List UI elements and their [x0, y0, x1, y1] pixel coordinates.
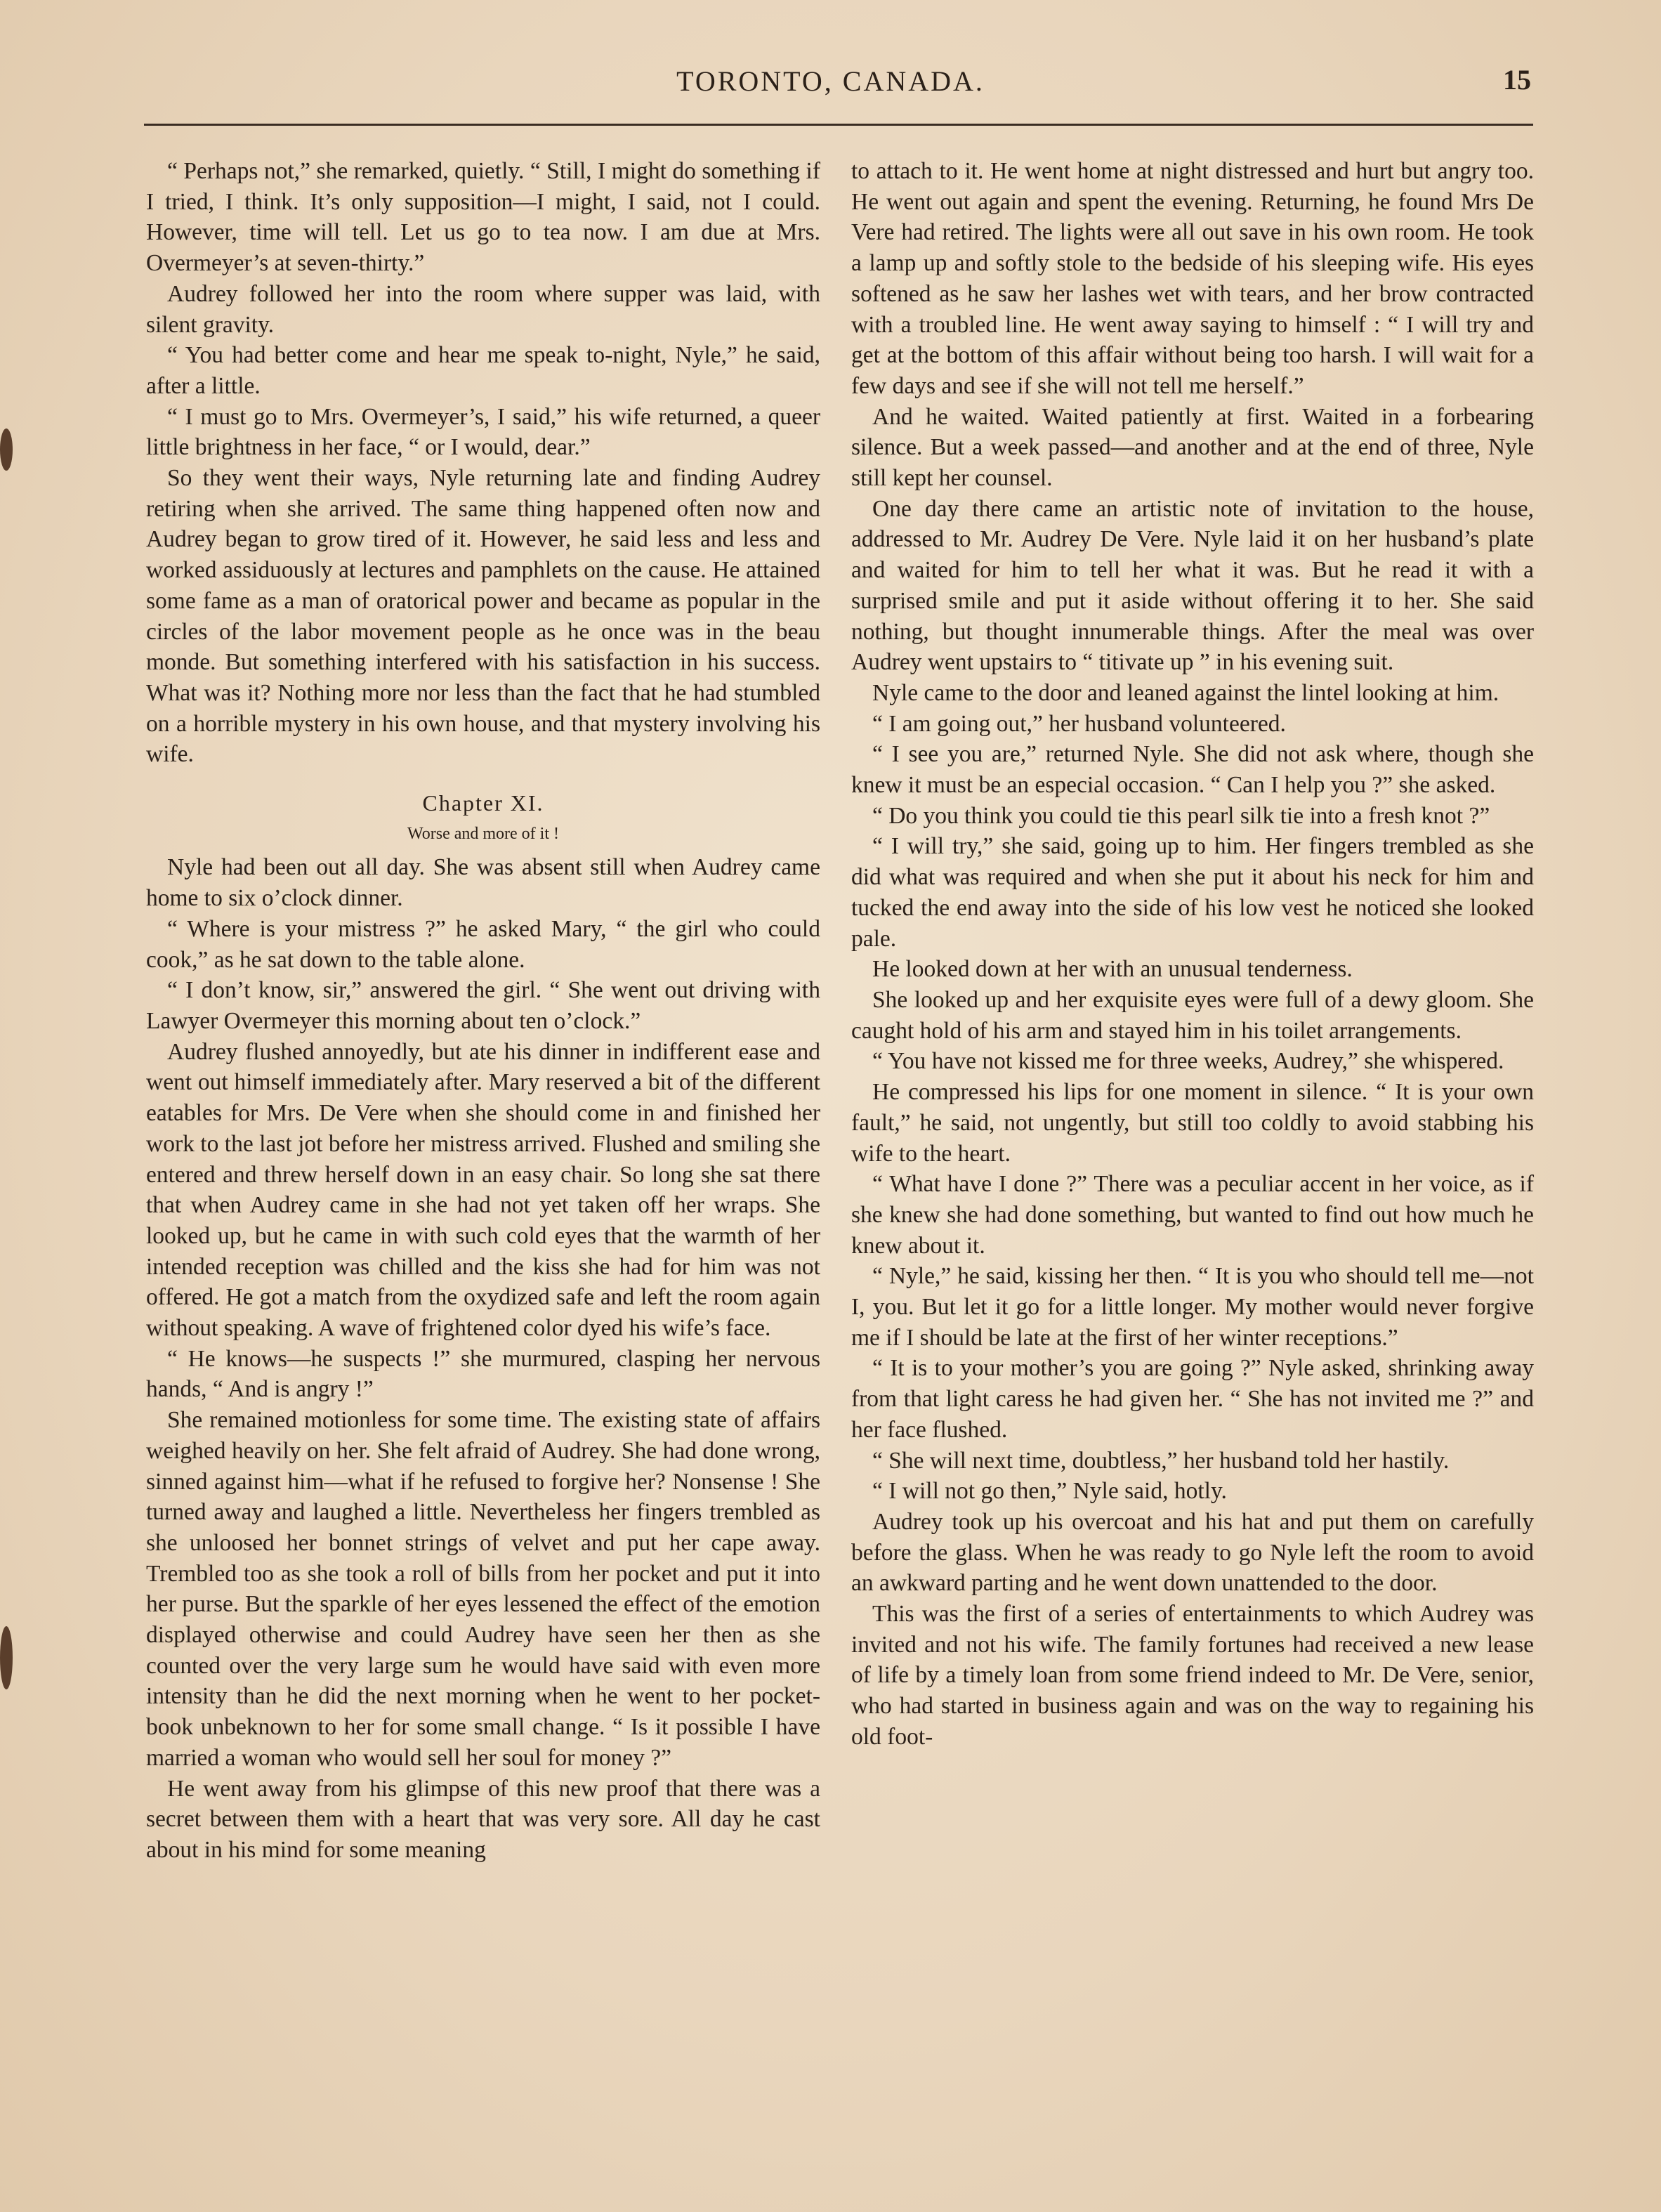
right-column [851, 156, 1534, 1753]
page-header-title: TORONTO, CANADA. [676, 65, 985, 97]
paragraph: She remained motionless for some time. The existing state of affairs weighed heavily on her. She felt afraid of Audrey. She had done wrong, sinned against him—what if he refused to forgive her? Nonsense ! She turned away and laughed a little. Nevertheless her fingers trembled as she unloosed her bonnet strings of velvet and put her cape away. Trembled too as she took a roll of bills from her pocket and put it into her purse. But the sparkle of her eyes lessened the effect of the emotion displayed otherwise and could Audrey have seen her then as she counted over the very large sum he would have said with even more intensity than he did the next morning when he went to her pocket-book unbeknown to her for some small change. “ Is it possible I have married a woman who would sell her soul for money ?” [146, 1407, 820, 1771]
paragraph: He looked down at her with an unusual tenderness. [872, 956, 1353, 983]
paragraph: He compressed his lips for one moment in silence. “ It is your own fault,” he said, not ungently, but still too coldly to avoid stabbing his wife to the heart. [851, 1079, 1534, 1167]
paragraph: “ She will next time, doubtless,” her husband told her hastily. [872, 1447, 1450, 1474]
paragraph: “ You had better come and hear me speak to-night, Nyle,” he said, after a little. [146, 342, 820, 399]
paragraph: “ What have I done ?” There was a peculiar accent in her voice, as if she knew she had done something, but wanted to find out how much he knew about it. [851, 1171, 1534, 1259]
paragraph: And he waited. Waited patiently at first. Waited in a forbearing silence. But a week passed—and another and at the end of three, Nyle still kept her counsel. [851, 403, 1534, 492]
paragraph: Audrey flushed annoyedly, but ate his dinner in indifferent ease and went out himself immediately after. Mary reserved a bit of the different eatables for Mrs. De Vere when she should come in and finished her work to the last jot before her mistress arrived. Flushed and smiling she entered and threw herself down in an easy chair. So long she sat there that when Audrey came in she had not yet taken off her wraps. She looked up, but he came in with such cold eyes that the warmth of her intended reception was chilled and the kiss she had for him was not offered. He got a match from the oxydized safe and left the room again without speaking. A wave of frightened color dyed his wife’s face. [146, 1038, 820, 1342]
left-paragraphs-before [146, 156, 820, 770]
chapter-heading: Chapter XI. [422, 790, 544, 816]
paragraph: Audrey followed her into the room where supper was laid, with silent gravity. [146, 280, 820, 338]
paragraph: Audrey took up his overcoat and his hat and put them on carefully before the glass. When he was ready to go Nyle left the room to avoid an awkward parting and he went down unattended to the door. [851, 1508, 1534, 1597]
header-rule [144, 124, 1533, 126]
paragraph: “ I will try,” she said, going up to him. Her fingers trembled as she did what was required and when she put it about his neck for him and tucked the end away into the side of his low vest he noticed she looked pale. [851, 833, 1534, 952]
paragraph: Nyle came to the door and leaned against the lintel looking at him. [872, 679, 1499, 706]
paragraph: “ Do you think you could tie this pearl silk tie into a fresh knot ?” [872, 802, 1490, 829]
left-paragraphs-after [146, 852, 820, 1865]
paragraph: “ I will not go then,” Nyle said, hotly. [872, 1478, 1227, 1505]
right-paragraphs [851, 156, 1534, 1753]
paragraph: One day there came an artistic note of invitation to the house, addressed to Mr. Audrey De Vere. Nyle laid it on her husband’s plate and waited for him to tell her what it was. But he read it with a surprised smile and put it aside without offering it to her. She said nothing, but thought innumerable things. After the meal was over Audrey went upstairs to “ titivate up ” in his evening suit. [851, 495, 1534, 676]
paragraph: “ He knows—he suspects !” she murmured, clasping her nervous hands, “ And is angry !” [146, 1345, 820, 1403]
paragraph: “ I am going out,” her husband volunteered. [872, 710, 1286, 737]
edge-stain [0, 428, 13, 471]
paragraph: “ Perhaps not,” she remarked, quietly. “ Still, I might do something if I tried, I think. It’s only supposition—I might, I said, not I could. However, time will tell. Let us go to tea now. I am due at Mrs. Overmeyer’s at seven-thirty.” [146, 158, 820, 277]
paragraph: “ I don’t know, sir,” answered the girl. “ She went out driving with Lawyer Overmeyer this morning about ten o’clock.” [146, 977, 820, 1034]
left-column [146, 156, 820, 1866]
paragraph: So they went their ways, Nyle returning late and finding Audrey retiring when she arrived. The same thing happened often now and Audrey began to grow tired of it. However, he said less and less and worked assiduously at lectures and pamphlets on the cause. He attained some fame as a man of oratorical power and became as popular in the circles of the labor movement people as he once was in the beau monde. But something interfered with his satisfaction in his success. What was it? Nothing more nor less than the fact that he had stumbled on a horrible mystery in his own house, and that mystery involving his wife. [146, 465, 820, 768]
paragraph: “ I must go to Mrs. Overmeyer’s, I said,” his wife returned, a queer little brightness in her face, “ or I would, dear.” [146, 403, 820, 461]
paragraph: to attach to it. He went home at night distressed and hurt but angry too. He went out again and spent the evening. Returning, he found Mrs De Vere had retired. The lights were all out save in his own room. He took a lamp up and softly stole to the bedside of his sleeping wife. His eyes softened as he saw her lashes wet with tears, and her brow contracted with a troubled line. He went away saying to himself : “ I will try and get at the bottom of this affair without being too harsh. I will wait for a few days and see if she will not tell me herself.” [851, 158, 1534, 399]
edge-stain [0, 1626, 13, 1689]
paragraph: “ Where is your mistress ?” he asked Mary, “ the girl who could cook,” as he sat down to the table alone. [146, 915, 820, 973]
paragraph: “ I see you are,” returned Nyle. She did not ask where, though she knew it must be an especial occasion. “ Can I help you ?” she asked. [851, 741, 1534, 799]
chapter-subtitle: Worse and more of it ! [407, 824, 559, 843]
paragraph: “ Nyle,” he said, kissing her then. “ It is you who should tell me—not I, you. But let it go for a little longer. My mother would never forgive me if I should be late at the first of her winter receptions.” [851, 1263, 1534, 1351]
paragraph: “ You have not kissed me for three weeks, Audrey,” she whispered. [872, 1048, 1504, 1075]
paragraph: She looked up and her exquisite eyes were full of a dewy gloom. She caught hold of his arm and stayed him in his toilet arrangements. [851, 986, 1534, 1044]
page-number: 15 [1503, 64, 1531, 96]
paragraph: He went away from his glimpse of this new proof that there was a secret between them with a heart that was very sore. All day he cast about in his mind for some meaning [146, 1775, 820, 1863]
paragraph: “ It is to your mother’s you are going ?” Nyle asked, shrinking away from that light caress he had given her. “ She has not invited me ?” and her face flushed. [851, 1355, 1534, 1443]
paragraph: This was the first of a series of entertainments to which Audrey was invited and not his wife. The family fortunes had received a new lease of life by a timely loan from some friend indeed to Mr. De Vere, senior, who had started in business again and was on the way to regaining his old foot- [851, 1601, 1534, 1750]
paragraph: Nyle had been out all day. She was absent still when Audrey came home to six o’clock dinner. [146, 854, 820, 912]
